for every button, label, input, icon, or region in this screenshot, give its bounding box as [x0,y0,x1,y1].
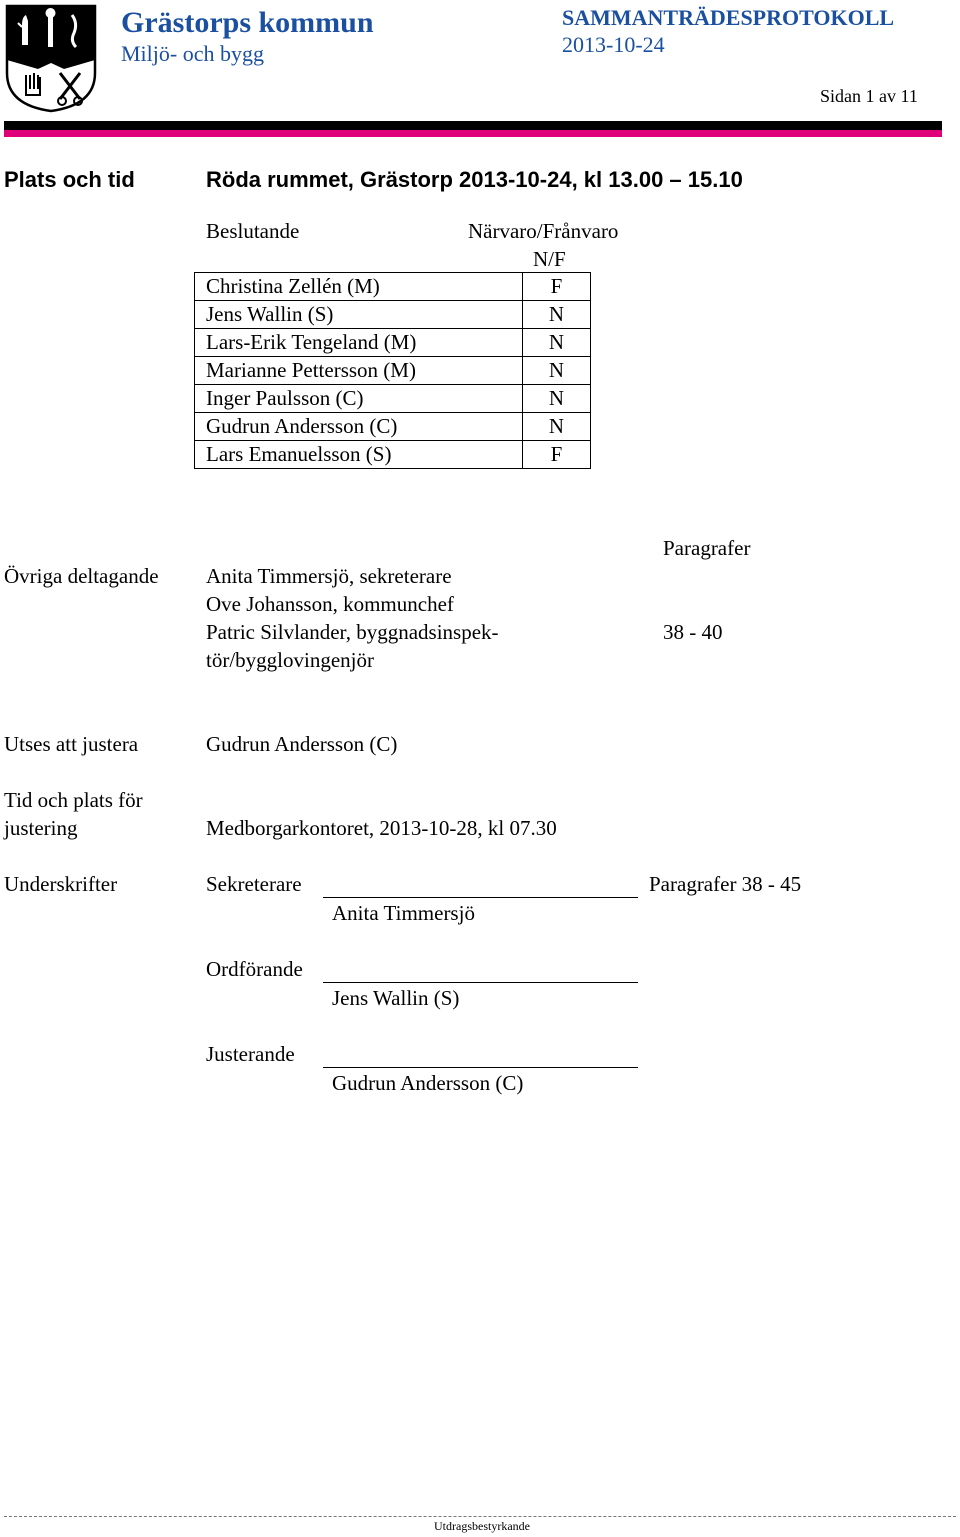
member-name: Marianne Pettersson (M) [195,357,523,385]
member-status: N [523,357,591,385]
member-status: N [523,329,591,357]
presence-subheader: N/F [533,247,566,271]
participant-line: tör/bygglovingenjör [206,648,374,672]
place-label: Plats och tid [4,167,135,192]
participant-line: Ove Johansson, kommunchef [206,592,454,616]
participant-paragraphs: 38 - 40 [663,620,723,644]
footer-divider [4,1516,956,1517]
crest-icon [4,3,98,113]
adjuster-name: Gudrun Andersson (C) [332,1071,524,1095]
signatures-label: Underskrifter [4,872,118,896]
attendance-table [194,272,591,469]
table-row [195,329,591,357]
department-name: Miljö- och bygg [121,41,264,66]
header-accent-stripe [4,130,942,137]
participant-line: Anita Timmersjö, sekreterare [206,564,452,588]
member-status: N [523,413,591,441]
secretary-signature-line [323,897,638,898]
secretary-role: Sekreterare [206,872,302,896]
place-value: Röda rummet, Grästorp 2013-10-24, kl 13.00 – 15.10 [206,167,743,192]
org-name: Grästorps kommun [121,6,374,39]
signatures-paragraphs: Paragrafer 38 - 45 [649,872,802,896]
member-name: Christina Zellén (M) [195,273,523,301]
others-label: Övriga deltagande [4,564,159,588]
member-name: Lars Emanuelsson (S) [195,441,523,469]
footer-certification: Utdragsbestyrkande [434,1519,530,1533]
table-row [195,441,591,469]
decision-makers-header: Beslutande [206,219,300,243]
table-row [195,413,591,441]
table-row [195,301,591,329]
header-divider [4,121,942,130]
chair-name: Jens Wallin (S) [332,986,460,1010]
document-date: 2013-10-24 [562,32,665,57]
member-name: Jens Wallin (S) [195,301,523,329]
member-status: N [523,385,591,413]
chair-role: Ordförande [206,957,303,981]
secretary-name: Anita Timmersjö [332,901,475,925]
adjuster-role: Justerande [206,1042,295,1066]
member-name: Inger Paulsson (C) [195,385,523,413]
document-type: SAMMANTRÄDESPROTOKOLL [562,5,895,30]
page-info: Sidan 1 av 11 [820,86,918,106]
paragraphs-header: Paragrafer [663,536,751,560]
member-status: F [523,273,591,301]
presence-header: Närvaro/Frånvaro [468,219,619,243]
table-row [195,273,591,301]
member-status: F [523,441,591,469]
adjuster-label: Utses att justera [4,732,139,756]
adjuster-value: Gudrun Andersson (C) [206,732,398,756]
member-status: N [523,301,591,329]
adjuster-signature-line [323,1067,638,1068]
table-row [195,385,591,413]
member-name: Gudrun Andersson (C) [195,413,523,441]
adjust-time-value: Medborgarkontoret, 2013-10-28, kl 07.30 [206,816,557,840]
adjust-time-label: Tid och plats för [4,788,143,812]
participant-line: Patric Silvlander, byggnadsinspek- [206,620,499,644]
table-row [195,357,591,385]
chair-signature-line [323,982,638,983]
member-name: Lars-Erik Tengeland (M) [195,329,523,357]
adjust-time-label-2: justering [4,816,78,840]
